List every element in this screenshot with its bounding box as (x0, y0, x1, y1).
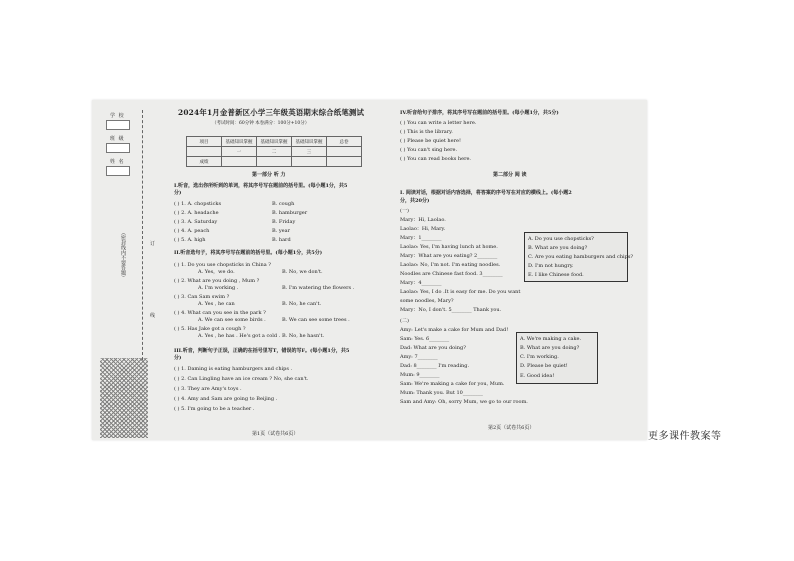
sec2-item-a: A. Yes，we do. (198, 269, 235, 275)
mark-ding: 订 (150, 241, 156, 247)
dialogue-line: Mary：What are you eating? 2________ (400, 253, 498, 259)
dialogue1-label: (一) (400, 208, 409, 214)
sec2-item-b: B. No, he hasn't. (282, 333, 325, 339)
dialogue-line: Noodles are Chinese fast food. 3________ (400, 271, 503, 277)
name-field[interactable] (106, 166, 130, 176)
right-page (398, 100, 638, 440)
dialogue-line: Sam: We're making a cake for you, Mum. (400, 381, 505, 387)
score-cell: 三 (292, 147, 327, 157)
score-table (186, 136, 362, 167)
score-cell: 二 (257, 147, 292, 157)
sec4-item: ( ) You can read books here. (400, 156, 472, 162)
seal-line (142, 110, 143, 360)
sec4-item: ( ) Please be quiet here! (400, 138, 461, 144)
dialogue-line: Amy: Let's make a cake for Mum and Dad! (400, 327, 509, 333)
dialogue-line: Mum: 9________ (400, 372, 440, 378)
option-item: E. I like Chinese food. (528, 272, 584, 278)
sec2-item-a: A. I'm working . (198, 285, 239, 291)
score-cell: 一 (222, 147, 257, 157)
option-item: A. Do you use chopsticks? (528, 236, 594, 242)
watermark-text: 更多课件教案等 (648, 431, 722, 442)
sec2-item-q: ( ) 2. What are you doing , Mum ? (174, 278, 260, 284)
sec1-item-b: B. cough (272, 201, 295, 207)
sec3-item: ( ) 4. Amy and Sam are going to Beijing . (174, 396, 278, 402)
option-item: D. I'm not hungry. (528, 263, 574, 269)
sec4-title: IV.听音给句子排序，将其序号写在题前的括号里。(每小题1分，共5分) (400, 110, 559, 116)
sec2-item-b: B. I'm watering the flowers . (282, 285, 355, 291)
sec1-item-b: B. hard (272, 237, 291, 243)
mark-xian: 线 (150, 313, 156, 319)
sec2-item-a: A. Yes , he can (198, 301, 235, 307)
sec2-item-b: B. No, he can't. (282, 301, 322, 307)
binding-strip (92, 100, 154, 440)
sec3-item: ( ) 2. Can Lingling have an ice cream ? No, she can't. (174, 376, 309, 382)
sec3-title: III.听音，判断句子正误，正确的在括号里写T，错误的写F。(每小题1分，共5 (174, 348, 350, 354)
option-item: B. What are you doing? (528, 245, 588, 251)
option-item: E. Good idea! (520, 373, 555, 379)
score-cell: 成绩 (187, 157, 222, 167)
score-cell: 项目 (187, 137, 222, 147)
hatched-area (100, 358, 148, 438)
score-cell (327, 147, 362, 157)
dialogue-line: Dad: 8________ I'm reading. (400, 363, 470, 369)
page-footer-right: 第2页（试卷共6页） (488, 425, 535, 431)
class-field[interactable] (106, 143, 130, 153)
exam-paper-scan (92, 100, 647, 440)
sec4-item: ( ) You can't sing here. (400, 147, 458, 153)
sec1-item-b: B. year (272, 228, 291, 234)
score-cell (187, 147, 222, 157)
option-item: D. Please be quiet! (520, 363, 568, 369)
sec2-item-q: ( ) 3. Can Sam swim ? (174, 294, 230, 300)
sec1-title-cont: 分) (174, 190, 182, 196)
sec1-title: I.听音，选出你所听到的单词，将其序号写在题前的括号里。(每小题1分，共5 (174, 183, 348, 189)
dialogue-line: some noodles, Mary? (400, 298, 454, 304)
option-item: A. We're making a cake. (520, 336, 582, 342)
sec4-item: ( ) You can write a letter here. (400, 120, 477, 126)
dialogue-line: Laolao：Hi, Mary. (400, 226, 446, 232)
score-cell: 基础知识掌握 (222, 137, 257, 147)
sec1-item-q: ( ) 2. A. headache (174, 210, 219, 216)
sec2-item-b: B. No, we don't. (282, 269, 323, 275)
sec2-item-q: ( ) 1. Do you use chopsticks in China ? (174, 262, 271, 268)
dialogue-line: Mary：No, I don't. 5________ Thank you. (400, 307, 502, 313)
score-cell (292, 157, 327, 167)
score-cell: 基础知识掌握 (257, 137, 292, 147)
school-label: 学 校 (110, 113, 125, 119)
sec1-item-q: ( ) 5. A. high (174, 237, 206, 243)
dialogue-line: Mary：Hi, Laolao. (400, 217, 446, 223)
sec2-title: II.听音选句子，将其序号写在题前的括号里。(每小题1分，共5分) (174, 250, 323, 256)
sec2-item-q: ( ) 4. What can you see in the park ? (174, 310, 266, 316)
sec3-item: ( ) 3. They are Amy's toys . (174, 386, 242, 392)
sec2-item-b: B. We can see some trees . (282, 317, 350, 323)
sec1-item-q: ( ) 1. A. chopsticks (174, 201, 222, 207)
dialogue-line: Mary：4________ (400, 280, 442, 286)
sec4-item: ( ) This is the library. (400, 129, 453, 135)
sec1-item-b: B. hamburger (272, 210, 308, 216)
sec1-item-b: B. Friday (272, 219, 296, 225)
dialogue-line: Sam: Yes. 6________ (400, 336, 450, 342)
reading-sec1-title-cont: 分，共20分) (400, 198, 430, 204)
score-cell: 总卷 (327, 137, 362, 147)
dialogue-line: Mary：1________ (400, 235, 442, 241)
dialogue-line: Laolao: Yes, I'm having lunch at home. (400, 244, 498, 250)
score-cell: 基础知识掌握 (292, 137, 327, 147)
option-item: C. Are you eating hamburgers and chips? (528, 254, 634, 260)
exam-subtitle: （考试时间：60分钟 本卷满分：100分+10分） (212, 121, 310, 126)
options-box-1 (524, 232, 634, 282)
dialogue-line: Dad: What are you doing? (400, 345, 466, 351)
left-page (172, 100, 382, 440)
dialogue-line: Sam and Amy: Oh, sorry Mum, we go to our room. (400, 399, 528, 405)
part1-heading: 第一部分 听 力 (252, 172, 286, 178)
score-cell (222, 157, 257, 167)
sec3-title-cont: 分) (174, 355, 182, 361)
name-label: 姓 名 (110, 159, 125, 165)
option-item: C. I'm working. (520, 354, 559, 360)
sec1-item-q: ( ) 4. A. peach (174, 228, 210, 234)
dialogue-line: Laolao: Yes, I do .It is easy for me. Do you want (400, 289, 521, 295)
exam-title: 2024年1月金普新区小学三年级英语期末综合纸笔测试 (178, 108, 365, 117)
dialogue-line: Laolao: No, I'm not. I'm eating noodles. (400, 262, 501, 268)
sec2-item-q: ( ) 5. Has Jake got a cough ? (174, 326, 246, 332)
sec3-item: ( ) 1. Daming is eating hamburgers and chips . (174, 366, 293, 372)
score-cell (257, 157, 292, 167)
sec1-item-q: ( ) 3. A. Saturday (174, 219, 218, 225)
reading-sec1-title: I. 阅读对话，根据对话内容选择，将答案的序号写在对应的横线上。(每小题2 (400, 190, 572, 196)
score-cell (327, 157, 362, 167)
part2-heading: 第二部分 阅 读 (493, 172, 527, 178)
dialogue2-label: (二) (400, 318, 409, 324)
options-box-2 (516, 332, 598, 384)
page-footer-left: 第1页（试卷共6页） (252, 431, 299, 437)
class-label: 班 级 (110, 136, 125, 142)
option-item: B. What are you doing? (520, 345, 580, 351)
seal-line-note: （密封线内不要答题） (120, 230, 126, 280)
school-field[interactable] (106, 120, 130, 130)
sec3-item: ( ) 5. I'm going to be a teacher . (174, 406, 255, 412)
dialogue-line: Mum: Thank you. But 10________ (400, 390, 483, 396)
sec2-item-a: A. We can see some birds . (198, 317, 266, 323)
sec2-item-a: A. Yes , he has . He's got a cold . (198, 333, 281, 339)
dialogue-line: Amy: 7________ (400, 354, 438, 360)
